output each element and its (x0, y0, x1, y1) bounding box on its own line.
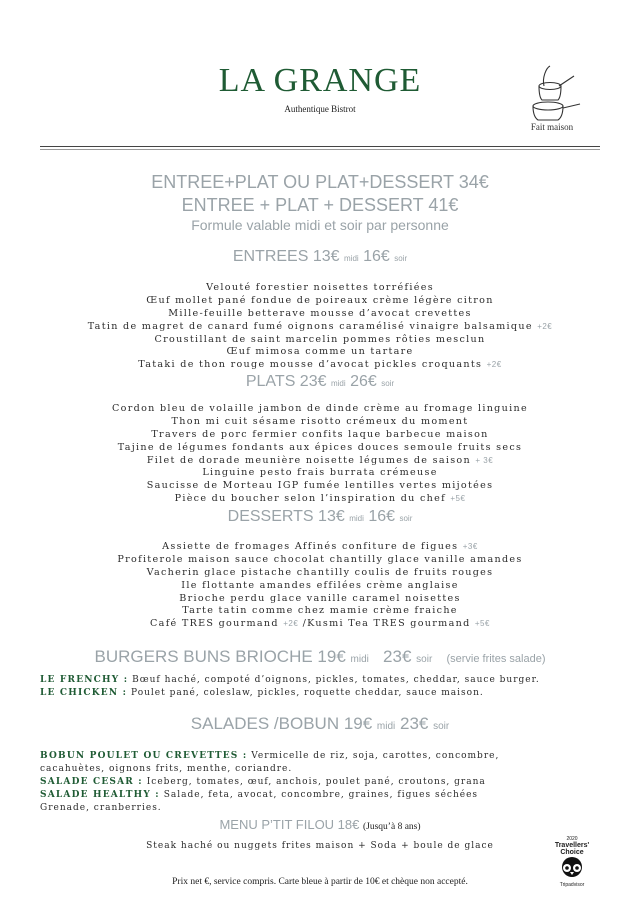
supplement: + 3€ (475, 455, 494, 465)
badge-brand: Tripadvisor (559, 882, 585, 888)
kids-menu-desc: Steak haché ou nuggets frites maison + Soda + boule de glace (146, 841, 494, 851)
list-item-continued: Grenade, cranberries. (40, 803, 162, 813)
list-item: Œuf mollet pané fondue de poireaux crème légère citron (146, 294, 494, 306)
desserts-price-soir: 16€ (368, 508, 396, 525)
badge-line-2: Choice (560, 849, 584, 856)
restaurant-name: LA GRANGE (218, 62, 422, 99)
list-item: Tataki de thon rouge mousse d’avocat pickles croquants +2€ (138, 359, 502, 371)
entrees-midi: midi (344, 254, 359, 263)
burgers-title: BURGERS BUNS BRIOCHE 19€ (94, 647, 346, 666)
list-item-continued: cacahuètes, oignons frits, menthe, coriandre. (40, 764, 293, 774)
salades-title: SALADES /BOBUN 19€ (190, 714, 373, 733)
salades-heading (0, 714, 640, 734)
list-item: Tatin de magret de canard fumé oignons caramélisé vinaigre balsamique +2€ (87, 320, 553, 332)
entrees-heading (0, 248, 640, 266)
plats-soir: soir (381, 379, 395, 388)
list-item: Saucisse de Morteau IGP fumée lentilles vertes mijotées (146, 480, 494, 492)
list-item: Filet de dorade meunière noisette légumes de saison + 3€ (146, 454, 494, 466)
plats-midi: midi (330, 379, 346, 388)
formule-line-1: ENTREE+PLAT OU PLAT+DESSERT 34€ (151, 172, 489, 192)
list-item: Œuf mimosa comme un tartare (226, 346, 414, 358)
list-item: Travers de porc fermier confits laque barbecue maison (151, 428, 489, 440)
supplement: +2€ (283, 619, 299, 629)
kids-menu-title: MENU P’TIT FILOU 18€ (219, 817, 360, 832)
kids-menu-heading (0, 817, 640, 832)
entrees-list (0, 282, 640, 372)
supplement: +5€ (474, 619, 490, 629)
tripadvisor-owl-icon (557, 856, 587, 878)
badge-line-1: Travellers' (554, 842, 590, 849)
badge-year: 2020 (566, 836, 578, 842)
burgers-midi: midi (350, 654, 369, 665)
salades-price-soir: 23€ (400, 714, 429, 733)
entrees-title: ENTREES 13€ (232, 248, 340, 265)
supplement: +3€ (462, 542, 478, 551)
list-item: Pièce du boucher selon l’inspiration du chef +5€ (174, 493, 466, 505)
list-item: Café TRES gourmand +2€ /Kusmi Tea TRES gourmand +5€ (150, 618, 490, 630)
list-item: Ile flottante amandes effilées crème anglaise (181, 579, 459, 591)
plats-title: PLATS 23€ (245, 373, 327, 390)
list-item: Croustillant de saint marcelin pommes rôties mesclun (154, 333, 486, 345)
list-item: Profiterole maison sauce chocolat chantilly glace vanille amandes (117, 553, 523, 565)
cooking-pot-icon (526, 64, 582, 122)
tagline: Authentique Bistrot (284, 104, 356, 114)
entrees-price-soir: 16€ (363, 248, 390, 265)
desserts-midi: midi (349, 514, 364, 523)
list-item: Thon mi cuit sésame risotto crémeux du moment (171, 415, 469, 427)
kids-menu-age: (Jusqu’à 8 ans) (363, 822, 421, 832)
desserts-list (0, 541, 640, 631)
burgers-soir: soir (416, 654, 433, 665)
list-item: Tajine de légumes fondants aux épices douces semoule fruits secs (117, 441, 523, 453)
plats-heading (0, 373, 640, 391)
desserts-title: DESSERTS 13€ (227, 508, 345, 525)
desserts-soir: soir (399, 514, 413, 523)
list-item: Tarte tatin comme chez mamie crème fraiche (182, 605, 458, 617)
list-item: Cordon bleu de volaille jambon de dinde crème au fromage linguine (112, 403, 528, 414)
plats-price-soir: 26€ (350, 373, 377, 390)
burgers-heading (0, 647, 640, 667)
list-item: Vacherin glace pistache chantilly coulis de fruits rouges (146, 566, 494, 578)
supplement: +2€ (537, 321, 553, 331)
formule-line-2: ENTREE + PLAT + DESSERT 41€ (181, 195, 459, 215)
header-divider (40, 146, 600, 147)
salades-soir: soir (433, 721, 450, 732)
list-item: Mille-feuille betterave mousse d’avocat crevettes (168, 307, 472, 319)
travellers-choice-badge (548, 836, 596, 900)
fait-maison-label: Fait maison (530, 122, 574, 132)
footer-note: Prix net €, service compris. Carte bleue à partir de 10€ et chèque non accepté. (172, 877, 468, 887)
entrees-soir: soir (394, 254, 408, 263)
plats-list (0, 403, 640, 506)
list-item: BOBUN POULET OU CREVETTES : Vermicelle de riz, soja, carottes, concombre, (40, 751, 500, 761)
list-item: LE CHICKEN : Poulet pané, coleslaw, pickles, roquette cheddar, sauce maison. (40, 688, 484, 698)
salades-midi: midi (376, 721, 396, 732)
burgers-note: (servie frites salade) (446, 653, 546, 665)
supplement: +5€ (450, 494, 466, 504)
desserts-heading (0, 508, 640, 526)
list-item: Linguine pesto frais burrata crémeuse (202, 467, 438, 479)
supplement: +2€ (486, 360, 502, 370)
list-item: SALADE CESAR : Iceberg, tomates, œuf, anchois, poulet pané, croutons, grana (40, 777, 486, 787)
burgers-price-soir: 23€ (383, 647, 412, 666)
list-item: Assiette de fromages Affinés confiture de figues +3€ (162, 541, 478, 552)
list-item: LE FRENCHY : Bœuf haché, compoté d’oignons, pickles, tomates, cheddar, sauce burger. (40, 675, 540, 685)
formule-note: Formule valable midi et soir par personne (191, 217, 449, 233)
list-item: Brioche perdu glace vanille caramel noisettes (179, 592, 461, 604)
list-item: Velouté forestier noisettes torréfiées (206, 282, 434, 293)
header-divider-thin (40, 149, 600, 150)
list-item: SALADE HEALTHY : Salade, feta, avocat, concombre, graines, figues séchées (40, 790, 479, 800)
